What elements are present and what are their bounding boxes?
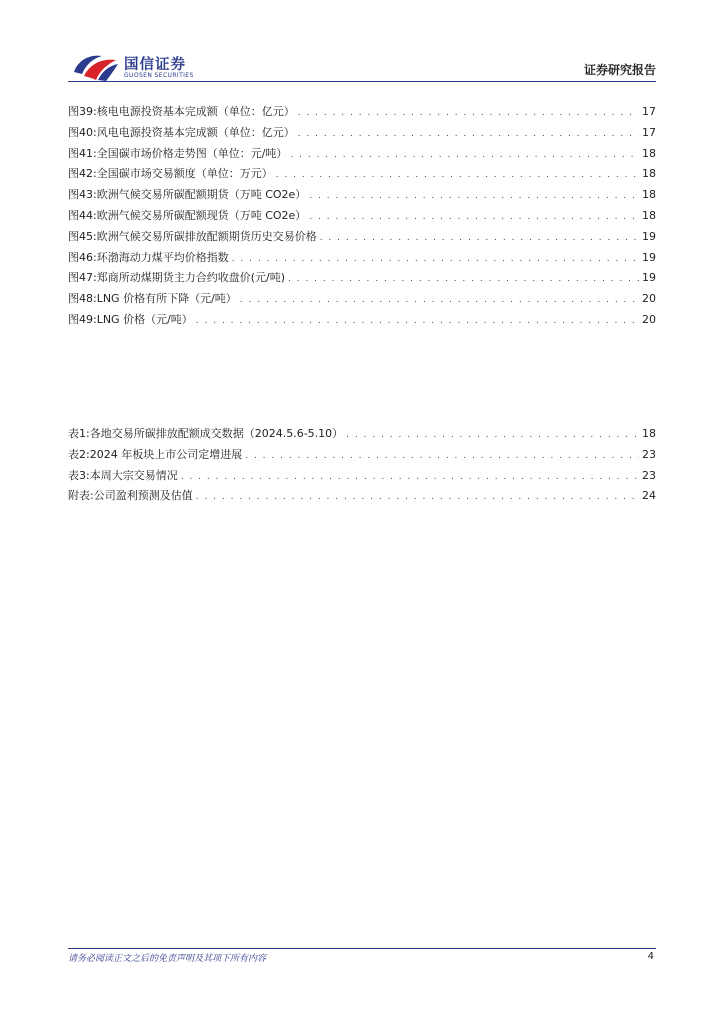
- page-number: 4: [647, 951, 654, 962]
- entry-label: 图41:: [68, 146, 97, 160]
- entry-label: 图40:: [68, 125, 97, 139]
- figure-index-entry[interactable]: [68, 185, 656, 206]
- entry-page-number: 18: [642, 188, 656, 202]
- report-type-label: 证券研究报告: [583, 63, 656, 77]
- dot-leader: [320, 228, 639, 249]
- dot-leader: [288, 269, 639, 290]
- entry-title: 各地交易所碳排放配额成交数据（2024.5.6-5.10）: [89, 427, 344, 440]
- dot-leader: [196, 487, 639, 508]
- entry-title: 公司盈利预测及估值: [93, 489, 193, 503]
- header-divider: [68, 81, 656, 82]
- entry-page-number: 19: [642, 271, 656, 285]
- table-index-list: [68, 424, 656, 507]
- dot-leader: [276, 165, 639, 186]
- entry-page-number: 17: [642, 125, 656, 139]
- entry-label: 图43:: [68, 188, 97, 202]
- figure-index-entry[interactable]: [68, 289, 656, 310]
- guosen-logo-icon: [72, 52, 120, 82]
- entry-page-number: 19: [642, 229, 656, 243]
- entry-title: 欧洲气候交易所碳配额期货（万吨 CO2e）: [96, 188, 307, 202]
- dot-leader: [309, 186, 639, 207]
- entry-page-number: 18: [642, 208, 656, 222]
- entry-page-number: 19: [642, 250, 656, 264]
- figure-index-entry[interactable]: [68, 310, 656, 331]
- entry-label: 图46:: [68, 250, 97, 264]
- entry-title: 风电电源投资基本完成额（单位：亿元）: [96, 125, 295, 139]
- page-header: [0, 0, 724, 84]
- figure-index-entry[interactable]: [68, 123, 656, 144]
- figure-index-entry[interactable]: [68, 164, 656, 185]
- dot-leader: [309, 207, 639, 228]
- footer-disclaimer: 请务必阅读正文之后的免责声明及其项下所有内容: [68, 954, 267, 964]
- dot-leader: [232, 249, 639, 270]
- dot-leader: [196, 311, 639, 332]
- dot-leader: [245, 446, 639, 467]
- entry-page-number: 18: [642, 146, 656, 160]
- figure-index-entry[interactable]: [68, 227, 656, 248]
- figure-index-entry[interactable]: [68, 144, 656, 165]
- entry-title: 郑商所动煤期货主力合约收盘价(元/吨): [96, 271, 285, 285]
- dot-leader: [181, 467, 639, 488]
- figure-index-entry[interactable]: [68, 248, 656, 269]
- entry-label: 图48:: [68, 292, 97, 306]
- entry-label: 图49:: [68, 312, 97, 326]
- entry-label: 图45:: [68, 229, 97, 243]
- figure-index-entry[interactable]: [68, 268, 656, 289]
- entry-title: LNG 价格（元/吨）: [96, 312, 193, 326]
- entry-title: 核电电源投资基本完成额（单位：亿元）: [96, 105, 295, 118]
- figure-index-entry[interactable]: [68, 102, 656, 123]
- entry-page-number: 20: [642, 292, 656, 306]
- footer-divider: [68, 948, 656, 949]
- table-index-entry[interactable]: [68, 466, 656, 487]
- entry-page-number: 18: [642, 167, 656, 181]
- brand-name-en: GUOSEN SECURITIES: [124, 72, 194, 79]
- entry-label: 表1:: [68, 427, 90, 440]
- entry-title: 2024 年板块上市公司定增进展: [89, 447, 243, 461]
- dot-leader: [346, 425, 639, 446]
- dot-leader: [290, 145, 639, 166]
- entry-title: 欧洲气候交易所碳排放配额期货历史交易价格: [96, 229, 317, 243]
- entry-label: 表2:: [68, 447, 90, 461]
- entry-page-number: 24: [642, 489, 656, 503]
- entry-title: LNG 价格有所下降（元/吨）: [96, 292, 237, 306]
- figure-index-list: [68, 102, 656, 331]
- table-index-entry[interactable]: [68, 486, 656, 507]
- entry-page-number: 17: [642, 105, 656, 118]
- table-index-entry[interactable]: [68, 445, 656, 466]
- dot-leader: [240, 290, 639, 311]
- entry-title: 本周大宗交易情况: [89, 468, 178, 482]
- entry-label: 附表:: [68, 489, 94, 503]
- entry-title: 全国碳市场交易额度（单位：万元）: [96, 167, 273, 181]
- figure-index-entry[interactable]: [68, 206, 656, 227]
- entry-label: 表3:: [68, 468, 90, 482]
- entry-label: 图47:: [68, 271, 97, 285]
- brand-name-cn: 国信证券: [124, 57, 186, 73]
- entry-title: 全国碳市场价格走势图（单位：元/吨）: [96, 146, 288, 160]
- guosen-logo: [72, 50, 212, 84]
- entry-page-number: 23: [642, 468, 656, 482]
- entry-page-number: 18: [642, 427, 656, 440]
- entry-title: 环渤海动力煤平均价格指数: [96, 250, 229, 264]
- entry-page-number: 20: [642, 312, 656, 326]
- entry-title: 欧洲气候交易所碳配额现货（万吨 CO2e）: [96, 208, 307, 222]
- table-index-entry[interactable]: [68, 424, 656, 445]
- entry-label: 图42:: [68, 167, 97, 181]
- entry-label: 图44:: [68, 208, 97, 222]
- dot-leader: [298, 103, 639, 124]
- dot-leader: [298, 124, 639, 145]
- entry-label: 图39:: [68, 105, 97, 118]
- entry-page-number: 23: [642, 447, 656, 461]
